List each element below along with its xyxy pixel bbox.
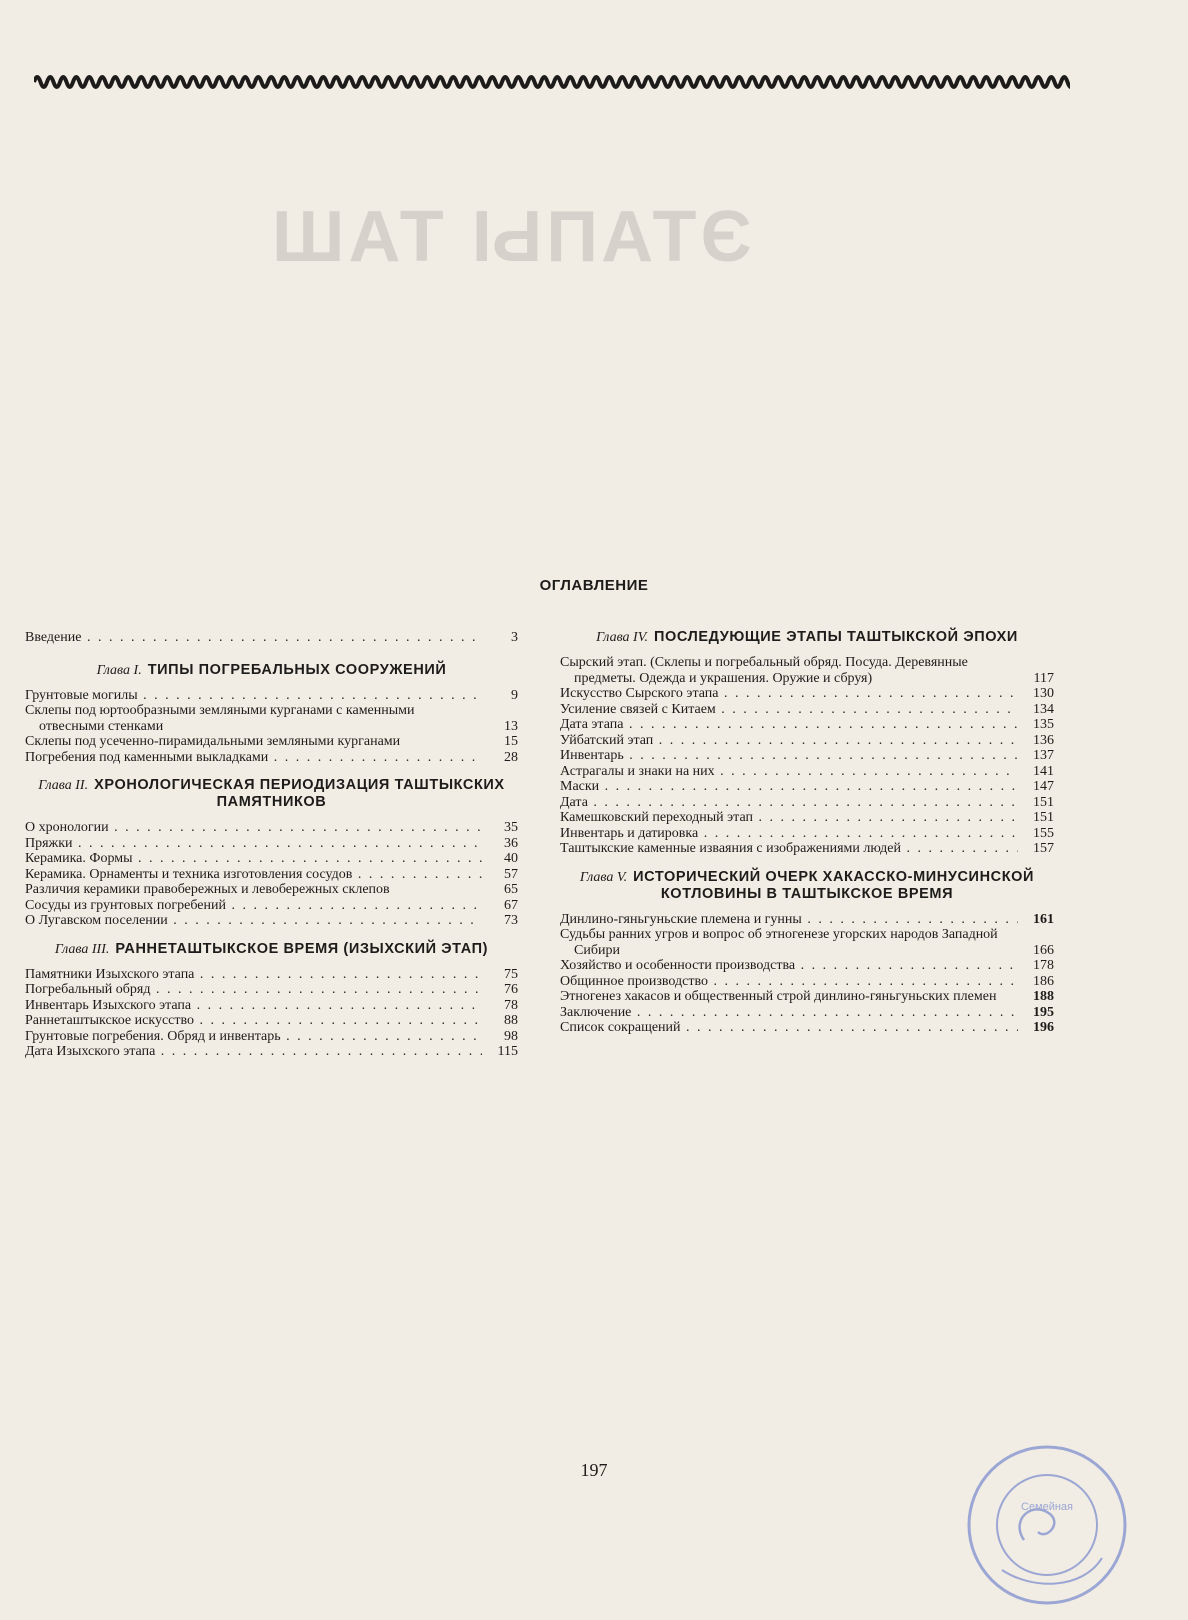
toc-entry-text: Памятники Изыхского этапа . . . <box>25 967 482 983</box>
toc-entry-page: 151 <box>1033 794 1054 810</box>
toc-entry-text: Инвентарь и датировка . . . <box>560 826 1018 842</box>
toc-left-column <box>25 630 518 1060</box>
toc-entry-page: 186 <box>1033 973 1054 989</box>
chapter-label: Глава IV. <box>596 630 648 645</box>
toc-entry[interactable] <box>560 717 1054 733</box>
chapter-label: Глава V. <box>579 869 628 885</box>
toc-entry-text: Судьбы ранних угров и вопрос об этногенезе угорских народов Западной Сибири <box>560 927 998 958</box>
chapter-title: ХРОНОЛОГИЧЕСКАЯ ПЕРИОДИЗАЦИЯ ТАШТЫКСКИХ ПАМЯТНИКОВ <box>94 777 505 810</box>
toc-entry-page: 65 <box>504 882 518 897</box>
toc-entry-page: 73 <box>504 913 518 928</box>
toc-entry[interactable] <box>25 750 518 766</box>
toc-entry[interactable] <box>560 702 1054 718</box>
toc-entry-text: Инвентарь Изыхского этапа . . . <box>25 998 482 1014</box>
toc-entry-page: 9 <box>511 687 518 703</box>
toc-entry-text: Грунтовые могилы . . . <box>25 688 482 704</box>
toc-entry-text: Различия керамики правобережных и левобережных склепов <box>25 882 390 897</box>
toc-entry-text: Этногенез хакасов и общественный строй динлино-гяньгуньских племен <box>560 989 997 1004</box>
toc-entry[interactable] <box>560 655 1054 686</box>
toc-entry[interactable] <box>25 967 518 983</box>
toc-entry-text: Дата этапа . . . <box>560 717 1018 733</box>
toc-entry[interactable] <box>25 1044 518 1060</box>
toc-entry-page: 196 <box>1033 1020 1054 1035</box>
toc-entry-page: 67 <box>504 897 518 913</box>
toc-entry-page: 155 <box>1033 825 1054 841</box>
toc-entry-page: 117 <box>1033 670 1054 686</box>
toc-entry-page: 40 <box>504 851 518 866</box>
toc-entry[interactable] <box>560 974 1054 990</box>
toc-entry-text: Сырский этап. (Склепы и погребальный обряд. Посуда. Деревянные предметы. Одежда и украшения. Оружие и сбруя) <box>560 655 968 686</box>
toc-entry-text: Раннеташтыкское искусство . . . <box>25 1013 482 1029</box>
toc-entry-page: 135 <box>1033 717 1054 732</box>
toc-entry[interactable] <box>25 898 518 914</box>
toc-entry-page: 166 <box>1033 942 1054 958</box>
toc-entry-text: Погребальный обряд . . . <box>25 982 482 998</box>
chapter-heading <box>25 662 518 679</box>
toc-entry-page: 76 <box>504 982 518 997</box>
toc-entry[interactable] <box>25 703 518 734</box>
toc-entry-page: 15 <box>504 734 518 749</box>
toc-entry-page: 78 <box>504 997 518 1013</box>
toc-entry-page: 136 <box>1033 732 1054 748</box>
toc-entry[interactable] <box>560 989 1054 1005</box>
toc-entry[interactable] <box>560 748 1054 764</box>
toc-entry-text: О Лугавском поселении . . . <box>25 913 482 929</box>
toc-entry[interactable] <box>25 836 518 852</box>
toc-entry-page: 157 <box>1033 841 1054 856</box>
toc-entry[interactable] <box>25 820 518 836</box>
toc-entry-text: Введение . . . <box>25 630 482 646</box>
toc-entry-text: Камешковский переходный этап . . . <box>560 810 1018 826</box>
toc-right-column <box>560 629 1054 1036</box>
toc-entry-page: 134 <box>1033 701 1054 717</box>
toc-entry-text: Хозяйство и особенности производства . . . <box>560 958 1018 974</box>
chapter-label: Глава III. <box>54 941 110 957</box>
toc-entry-page: 3 <box>511 630 518 645</box>
chapter-heading <box>25 777 518 811</box>
chapter-title: ИСТОРИЧЕСКИЙ ОЧЕРК ХАКАССКО-МИНУСИНСКОЙ КОТЛОВИНЫ В ТАШТЫКСКОЕ ВРЕМЯ <box>633 868 1035 902</box>
chapter-label: Глава II. <box>38 778 89 793</box>
toc-entry-page: 130 <box>1033 686 1054 701</box>
toc-entry[interactable] <box>25 913 518 929</box>
toc-entry-text: Керамика. Формы . . . <box>25 851 482 867</box>
stamp-text: Семейная <box>1020 1501 1074 1513</box>
library-stamp <box>962 1440 1132 1610</box>
decorative-wave-rule <box>34 70 1070 94</box>
toc-entry[interactable] <box>560 958 1054 974</box>
toc-entry[interactable] <box>560 841 1054 857</box>
toc-entry-page: 88 <box>504 1013 518 1028</box>
toc-entry-page: 28 <box>504 749 518 765</box>
toc-entry-text: Пряжки . . . <box>25 836 482 852</box>
toc-entry[interactable] <box>25 1029 518 1045</box>
toc-entry-text: Маски . . . <box>560 779 1018 795</box>
toc-entry-page: 13 <box>504 718 518 734</box>
toc-entry-page: 161 <box>1033 911 1054 927</box>
toc-entry[interactable] <box>25 734 518 750</box>
toc-entry-text: Погребения под каменными выкладками . . . <box>25 750 482 766</box>
toc-entry-page: 35 <box>504 820 518 835</box>
toc-entry-page: 151 <box>1033 810 1054 825</box>
toc-entry-text: Усиление связей с Китаем . . . <box>560 702 1018 718</box>
toc-title: ОГЛАВЛЕНИЕ <box>539 577 649 594</box>
chapter-title: ПОСЛЕДУЮЩИЕ ЭТАПЫ ТАШТЫКСКОЙ ЭПОХИ <box>653 629 1018 645</box>
chapter-title: РАННЕТАШТЫКСКОЕ ВРЕМЯ (ИЗЫХСКИЙ ЭТАП) <box>115 940 489 957</box>
toc-entry-intro[interactable] <box>25 630 518 646</box>
bleed-through-ghost: ЭТАПЫ ТАШ <box>268 197 752 277</box>
toc-entry[interactable] <box>560 826 1054 842</box>
toc-entry-text: Динлино-гяньгуньские племена и гунны . . . <box>560 912 1018 928</box>
toc-entry-page: 195 <box>1033 1004 1054 1020</box>
toc-entry[interactable] <box>560 1005 1054 1021</box>
toc-entry-text: Сосуды из грунтовых погребений . . . <box>25 898 482 914</box>
toc-entry-text: Заключение . . . <box>560 1005 1018 1021</box>
toc-entry-text: Уйбатский этап . . . <box>560 733 1018 749</box>
toc-entry-text: Искусство Сырского этапа . . . <box>560 686 1018 702</box>
toc-entry-page: 188 <box>1033 989 1054 1004</box>
toc-entry[interactable] <box>560 733 1054 749</box>
chapter-heading <box>560 869 1054 903</box>
toc-entry-page: 137 <box>1033 748 1054 763</box>
toc-entry[interactable] <box>25 982 518 998</box>
toc-entry-text: Инвентарь . . . <box>560 748 1018 764</box>
chapter-heading <box>560 629 1054 646</box>
toc-entry[interactable] <box>560 686 1054 702</box>
toc-entry[interactable] <box>25 867 518 883</box>
toc-entry-page: 178 <box>1033 958 1054 973</box>
toc-entry[interactable] <box>560 810 1054 826</box>
toc-entry-text: Общинное производство . . . <box>560 974 1018 990</box>
toc-entry-page: 98 <box>504 1028 518 1044</box>
toc-entry-text: Склепы под усеченно-пирамидальными земляными курганами <box>25 734 401 749</box>
toc-entry-page: 57 <box>504 866 518 882</box>
toc-entry-text: Список сокращений . . . <box>560 1020 1018 1036</box>
toc-entry-text: Склепы под юртообразными земляными курганами с каменными отвесными стенками <box>25 703 415 734</box>
toc-entry[interactable] <box>25 1013 518 1029</box>
toc-entry-text: О хронологии . . . <box>25 820 482 836</box>
toc-entry-page: 115 <box>497 1044 518 1059</box>
toc-entry[interactable] <box>25 998 518 1014</box>
toc-entry[interactable] <box>25 851 518 867</box>
toc-entry[interactable] <box>25 882 518 898</box>
toc-entry-text: Дата . . . <box>560 795 1018 811</box>
page-number: 197 <box>580 1460 608 1480</box>
toc-entry-text: Дата Изыхского этапа . . . <box>25 1044 482 1060</box>
toc-entry[interactable] <box>560 779 1054 795</box>
toc-entry[interactable] <box>560 764 1054 780</box>
toc-entry-text: Астрагалы и знаки на них . . . <box>560 764 1018 780</box>
toc-entry-page: 141 <box>1033 763 1054 779</box>
toc-entry-text: Таштыкские каменные изваяния с изображениями людей . . . <box>560 841 1018 857</box>
toc-entry[interactable] <box>560 1020 1054 1036</box>
chapter-heading <box>25 941 518 958</box>
toc-entry-text: Грунтовые погребения. Обряд и инвентарь . . . <box>25 1029 482 1045</box>
toc-entry-page: 75 <box>504 966 518 982</box>
toc-entry[interactable] <box>560 912 1054 928</box>
toc-entry-page: 36 <box>504 835 518 851</box>
chapter-label: Глава I. <box>96 662 142 678</box>
toc-entry-text: Керамика. Орнаменты и техника изготовления сосудов . . . <box>25 867 482 883</box>
toc-entry[interactable] <box>560 795 1054 811</box>
toc-entry-page: 147 <box>1033 779 1054 794</box>
toc-entry[interactable] <box>25 688 518 704</box>
chapter-title: ТИПЫ ПОГРЕБАЛЬНЫХ СООРУЖЕНИЙ <box>147 661 447 678</box>
toc-entry[interactable] <box>560 927 1054 958</box>
